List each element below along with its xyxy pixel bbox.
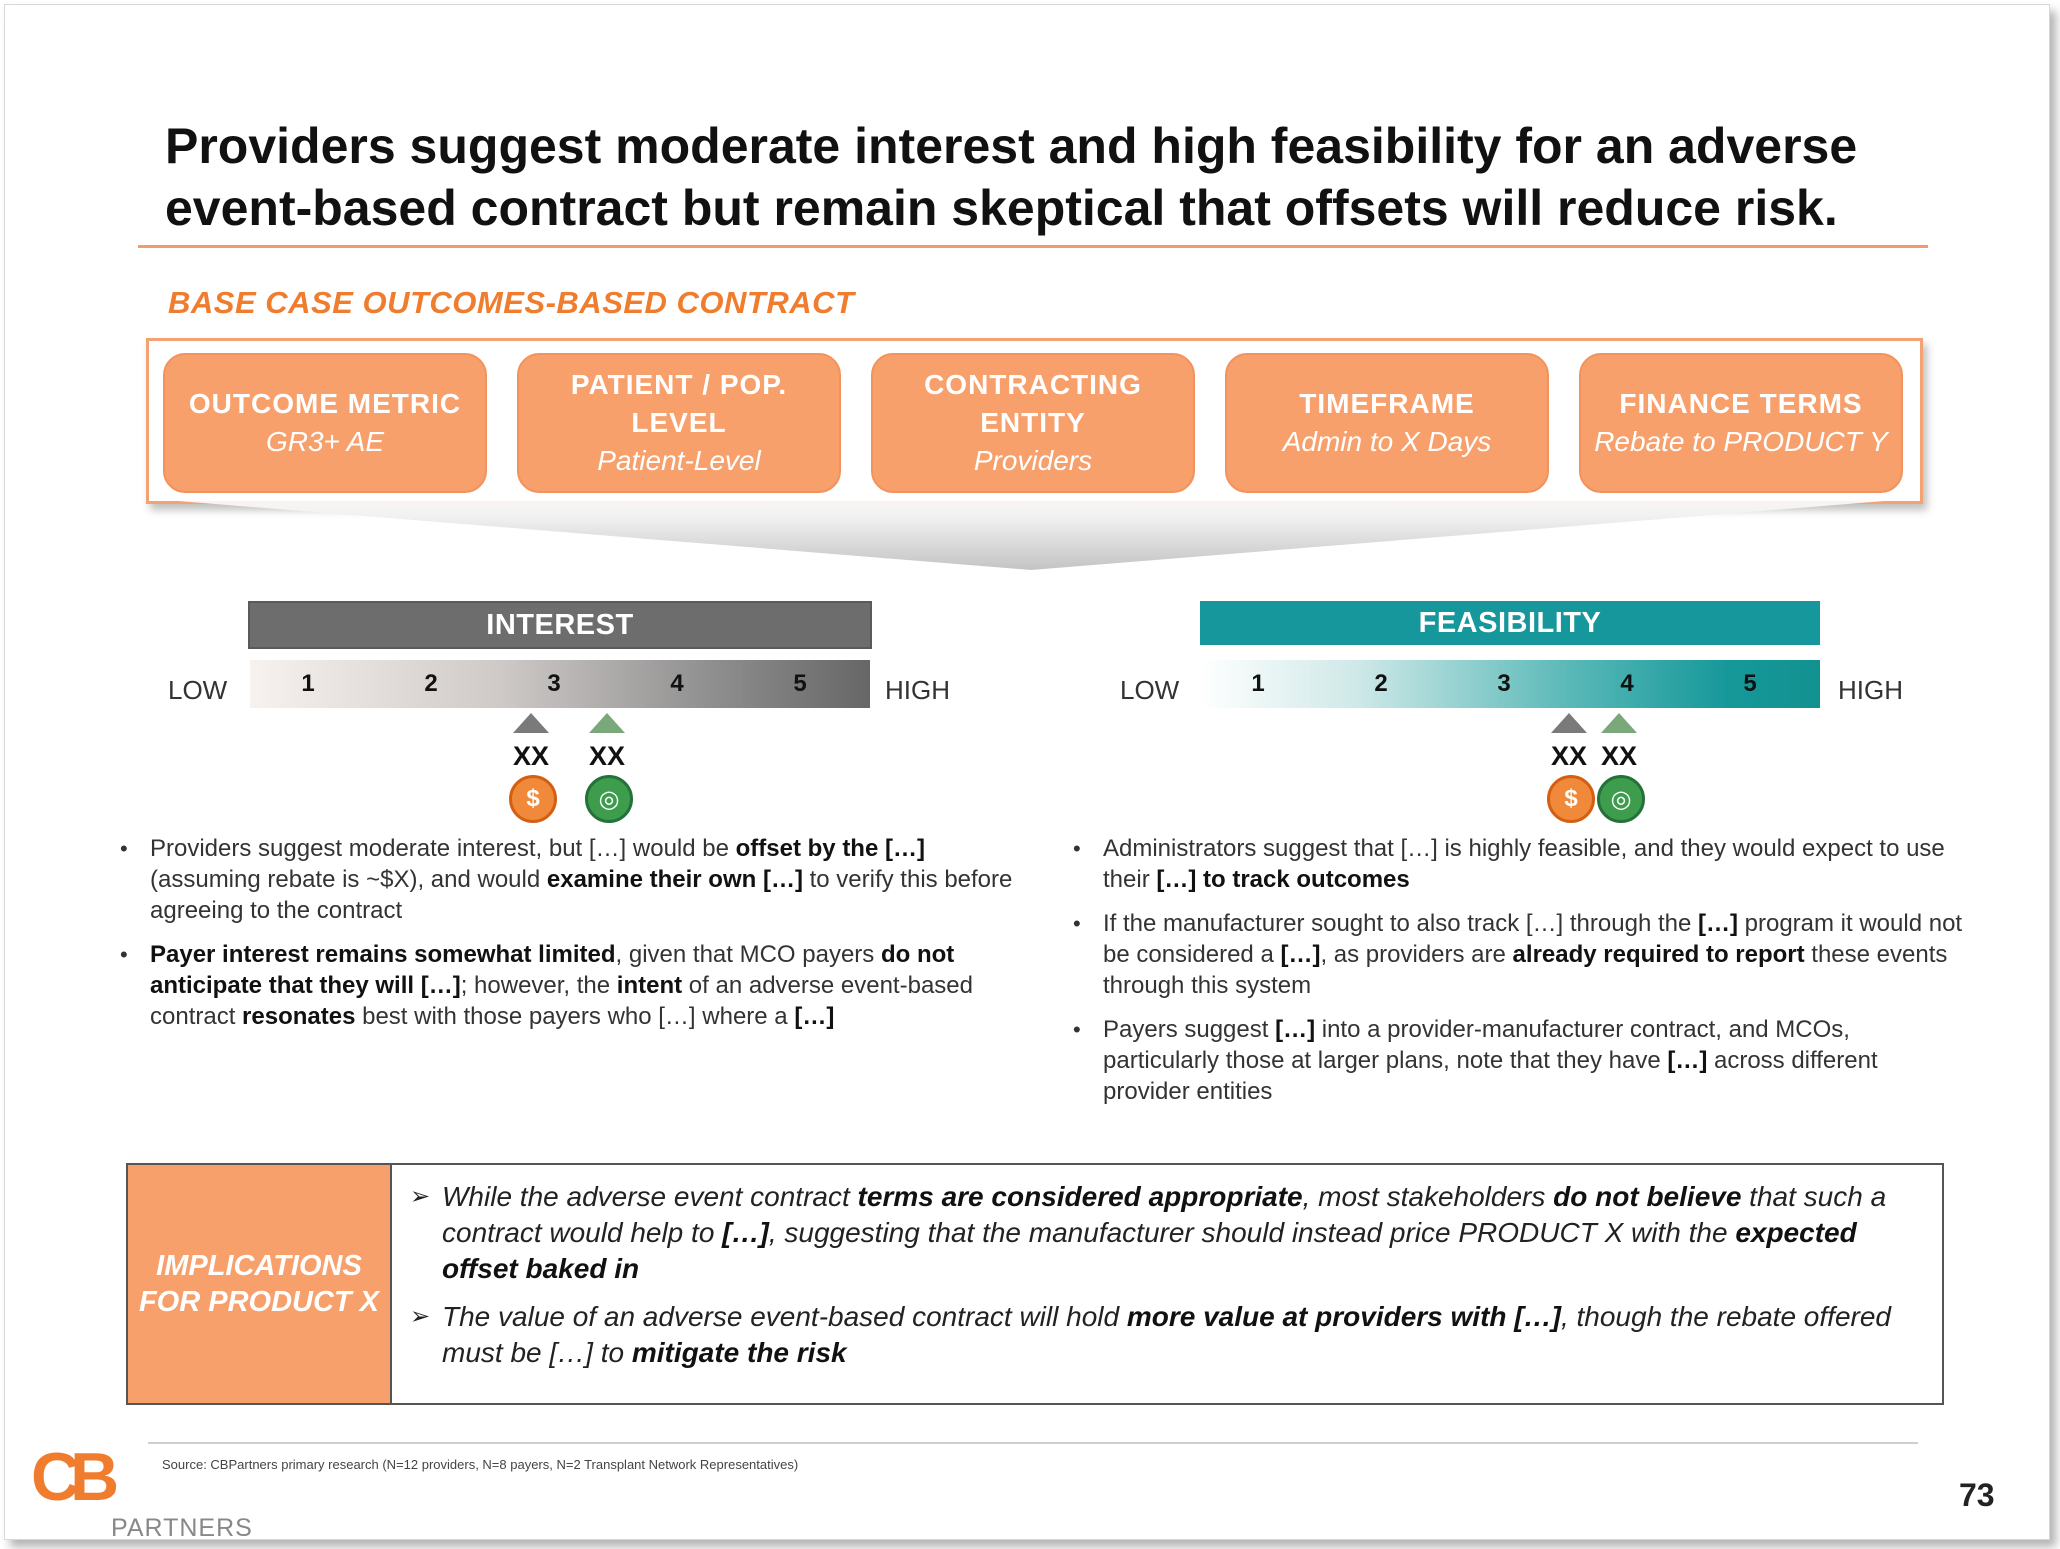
emphasis: […] — [1280, 941, 1321, 968]
slide — [4, 4, 2050, 1540]
logo-letters: CB — [31, 1439, 110, 1515]
feasibility-tick: 4 — [1620, 670, 1634, 697]
emphasis: […] — [794, 1003, 835, 1030]
interest-payer-marker — [589, 713, 625, 733]
payer-icon: ◎ — [585, 775, 633, 823]
interest-bullet: • Providers suggest moderate interest, but […] would be offset by the […] (assuming rebate is ~$X), and would examine their own […] to verify this before agreeing to the contract — [120, 833, 1020, 926]
interest-high-label: HIGH — [885, 675, 950, 705]
emphasis: Payer interest remains somewhat limited — [150, 941, 616, 968]
emphasis: resonates — [242, 1003, 356, 1030]
term-label: CONTRACTING ENTITY — [924, 369, 1142, 438]
implications-label: IMPLICATIONS FOR PRODUCT X — [128, 1165, 392, 1403]
term-value: Admin to X Days — [1282, 426, 1492, 457]
interest-provider-score: XX — [512, 741, 550, 771]
term-finance-terms — [1579, 353, 1903, 493]
emphasis: intent — [616, 972, 683, 999]
feasibility-bullet: • Administrators suggest that […] is highly feasible, and they would expect to use their […] to track outcomes — [1073, 833, 1963, 895]
emphasis: […] to track outcomes — [1156, 866, 1410, 893]
feasibility-tick: 1 — [1251, 670, 1265, 697]
logo-word: PARTNERS — [111, 1514, 253, 1542]
footer-divider — [148, 1442, 1918, 1444]
feasibility-payer-marker — [1601, 713, 1637, 733]
implication-point: ➢ The value of an adverse event-based contract will hold more value at providers with […], though the rebate offered must be […] to mitigate the risk — [410, 1299, 1920, 1371]
feasibility-high-label: HIGH — [1838, 675, 1903, 705]
implications-points — [410, 1179, 1920, 1383]
term-contracting-entity — [871, 353, 1195, 493]
interest-tick: 2 — [424, 670, 438, 697]
interest-tick: 3 — [547, 670, 561, 697]
term-label: PATIENT / POP. LEVEL — [570, 369, 788, 438]
funnel-arrow-icon — [146, 500, 1917, 570]
feasibility-provider-marker — [1551, 713, 1587, 733]
term-value: Rebate to PRODUCT Y — [1594, 426, 1888, 457]
term-label: FINANCE TERMS — [1619, 388, 1863, 419]
emphasis: […] — [1667, 1047, 1708, 1074]
page-number: 73 — [1959, 1477, 1995, 1513]
implication-point: ➢ While the adverse event contract terms are considered appropriate, most stakeholders do not believe that such a contract would help to […], suggesting that the manufacturer should instead price PRODUCT X with the expected offset baked in — [410, 1179, 1920, 1287]
term-value: Providers — [973, 445, 1093, 476]
emphasis: expected offset baked in — [442, 1217, 1857, 1284]
emphasis: […] — [1275, 1016, 1316, 1043]
term-value: Patient-Level — [597, 445, 761, 476]
provider-icon: $ — [509, 775, 557, 823]
feasibility-payer-score: XX — [1600, 741, 1638, 771]
provider-icon: $ — [1547, 775, 1595, 823]
emphasis: examine their own […] — [546, 866, 803, 893]
term-timeframe — [1225, 353, 1549, 493]
feasibility-low-label: LOW — [1120, 675, 1180, 705]
emphasis: more value at providers with […] — [1126, 1301, 1561, 1332]
interest-bullets — [120, 833, 1020, 1045]
interest-payer-score: XX — [588, 741, 626, 771]
feasibility-bullets — [1073, 833, 1963, 1120]
feasibility-tick: 5 — [1743, 670, 1757, 697]
feasibility-bullet: • Payers suggest […] into a provider-manufacturer contract, and MCOs, particularly those at larger plans, note that they have […] across different provider entities — [1073, 1014, 1963, 1107]
term-patient-level — [517, 353, 841, 493]
emphasis: […] — [722, 1217, 769, 1248]
term-label: OUTCOME METRIC — [188, 388, 462, 419]
implications-box — [126, 1163, 1944, 1405]
interest-low-label: LOW — [168, 675, 228, 705]
company-logo — [31, 1439, 271, 1542]
interest-header: INTEREST — [248, 601, 872, 649]
feasibility-tick: 2 — [1374, 670, 1388, 697]
feasibility-bullet: • If the manufacturer sought to also track […] through the […] program it would not be considered a […], as providers are already required to report these events through this system — [1073, 908, 1963, 1001]
interest-provider-marker — [513, 713, 549, 733]
emphasis: already required to report — [1512, 941, 1805, 968]
term-value: GR3+ AE — [265, 426, 384, 457]
emphasis: offset by the […] — [735, 835, 925, 862]
interest-tick: 5 — [793, 670, 807, 697]
feasibility-provider-score: XX — [1550, 741, 1588, 771]
term-label: TIMEFRAME — [1299, 388, 1475, 419]
interest-tick: 4 — [670, 670, 684, 697]
section-label: BASE CASE OUTCOMES-BASED CONTRACT — [168, 285, 855, 320]
interest-bullet: • Payer interest remains somewhat limited, given that MCO payers do not anticipate that they will […]; however, the intent of an adverse event-based contract resonates best with those payers who […] where a […] — [120, 939, 1020, 1032]
term-outcome-metric — [163, 353, 487, 493]
feasibility-tick: 3 — [1497, 670, 1511, 697]
source-note: Source: CBPartners primary research (N=12 providers, N=8 payers, N=2 Transplant Network Representatives) — [162, 1457, 799, 1472]
contract-terms-panel — [146, 338, 1923, 504]
title-divider — [138, 245, 1928, 248]
emphasis: terms are considered appropriate — [857, 1181, 1303, 1212]
emphasis: mitigate the risk — [631, 1337, 847, 1368]
slide-title: Providers suggest moderate interest and high feasibility for an adverse event-based contract but remain skeptical that offsets will reduce risk. — [165, 118, 1858, 236]
feasibility-scale — [1200, 660, 1820, 708]
payer-icon: ◎ — [1597, 775, 1645, 823]
interest-scale — [250, 660, 870, 708]
emphasis: […] — [1697, 910, 1738, 937]
feasibility-header: FEASIBILITY — [1200, 601, 1820, 645]
emphasis: do not anticipate that they will […] — [150, 941, 955, 999]
emphasis: do not believe — [1553, 1181, 1742, 1212]
interest-tick: 1 — [301, 670, 315, 697]
